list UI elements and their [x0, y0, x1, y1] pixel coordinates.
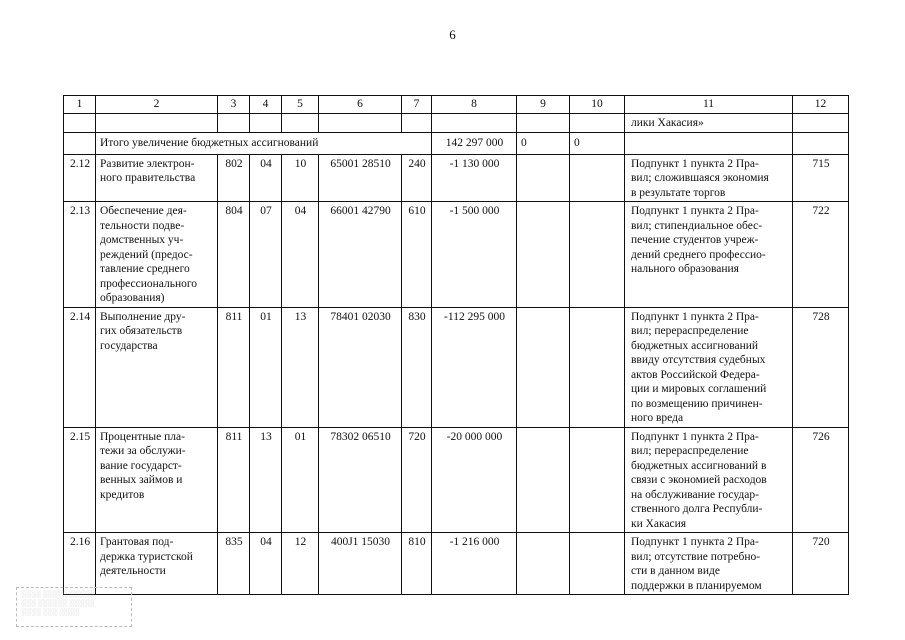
row-note: Подпункт 1 пункта 2 Пра- вил; перераспределение бюджетных ассигнований ввиду отсутствия судебных актов Российской Федера- ции и мировых соглашений по возмещению причинен- ного вреда [625, 307, 793, 427]
row-col10 [570, 307, 625, 427]
row-col9 [517, 154, 570, 202]
document-stamp: ░░░░ ░░░░░ ░░░░░ ░░░ ░░░░░░ ░░░░░ ░░░░ ░░░ ░░░░ [16, 587, 132, 627]
row-note: Подпункт 1 пункта 2 Пра- вил; перераспределение бюджетных ассигнований в связи с экономией расходов на обслуживание государ- ственного долга Республи- ки Хакасия [625, 427, 793, 533]
row-col5: 13 [282, 307, 319, 427]
col-header: 8 [432, 96, 517, 114]
col-header: 1 [64, 96, 96, 114]
col-header: 4 [250, 96, 282, 114]
table-row [64, 202, 849, 308]
col-header: 5 [282, 96, 319, 114]
row-code: 78401 02030 [319, 307, 402, 427]
column-header-row [64, 96, 849, 114]
continuation-note: лики Хакасия» [625, 114, 793, 133]
row-col12: 726 [793, 427, 849, 533]
row-col7: 720 [402, 427, 432, 533]
row-col3: 811 [218, 427, 250, 533]
row-number: 2.15 [64, 427, 96, 533]
row-code: 65001 28510 [319, 154, 402, 202]
row-col10 [570, 427, 625, 533]
total-col10: 0 [570, 132, 625, 154]
table-row [64, 427, 849, 533]
row-col3: 835 [218, 533, 250, 595]
row-name: Развитие электрон- ного правительства [96, 154, 218, 202]
row-col9 [517, 533, 570, 595]
row-col7: 810 [402, 533, 432, 595]
row-code: 66001 42790 [319, 202, 402, 308]
total-label: Итого увеличение бюджетных ассигнований [96, 132, 432, 154]
total-row [64, 132, 849, 154]
row-note: Подпункт 1 пункта 2 Пра- вил; отсутствие потребно- сти в данном виде поддержки в планируемом [625, 533, 793, 595]
row-col12: 728 [793, 307, 849, 427]
row-col4: 04 [250, 533, 282, 595]
row-col5: 12 [282, 533, 319, 595]
row-name: Выполнение дру- гих обязательств государства [96, 307, 218, 427]
row-col7: 240 [402, 154, 432, 202]
row-col10 [570, 154, 625, 202]
row-col7: 610 [402, 202, 432, 308]
row-col3: 804 [218, 202, 250, 308]
row-number: 2.12 [64, 154, 96, 202]
row-code: 78302 06510 [319, 427, 402, 533]
row-col4: 13 [250, 427, 282, 533]
row-col5: 01 [282, 427, 319, 533]
table-row [64, 154, 849, 202]
row-note: Подпункт 1 пункта 2 Пра- вил; сложившаяся экономия в результате торгов [625, 154, 793, 202]
row-number: 2.16 [64, 533, 96, 595]
row-col10 [570, 202, 625, 308]
continuation-row [64, 114, 849, 133]
row-amount: -1 216 000 [432, 533, 517, 595]
row-name: Грантовая под- держка туристской деятельности [96, 533, 218, 595]
row-col12: 715 [793, 154, 849, 202]
total-amount: 142 297 000 [432, 132, 517, 154]
table-row [64, 307, 849, 427]
row-note: Подпункт 1 пункта 2 Пра- вил; стипендиальное обес- печение студентов учреж- дений среднего профессио- нального образования [625, 202, 793, 308]
row-number: 2.13 [64, 202, 96, 308]
table-row [64, 533, 849, 595]
col-header: 9 [517, 96, 570, 114]
row-name: Обеспечение дея- тельности подве- домственных уч- реждений (предос- тавление среднего профессионального образования) [96, 202, 218, 308]
total-col9: 0 [517, 132, 570, 154]
row-col4: 07 [250, 202, 282, 308]
row-col9 [517, 427, 570, 533]
row-col9 [517, 202, 570, 308]
row-col5: 10 [282, 154, 319, 202]
col-header: 3 [218, 96, 250, 114]
row-col7: 830 [402, 307, 432, 427]
col-header: 11 [625, 96, 793, 114]
row-amount: -20 000 000 [432, 427, 517, 533]
row-number: 2.14 [64, 307, 96, 427]
row-amount: -112 295 000 [432, 307, 517, 427]
row-col5: 04 [282, 202, 319, 308]
row-code: 400J1 15030 [319, 533, 402, 595]
col-header: 2 [96, 96, 218, 114]
row-col3: 811 [218, 307, 250, 427]
row-col4: 04 [250, 154, 282, 202]
col-header: 6 [319, 96, 402, 114]
row-amount: -1 130 000 [432, 154, 517, 202]
page-number: 6 [449, 27, 456, 42]
col-header: 7 [402, 96, 432, 114]
row-col12: 720 [793, 533, 849, 595]
col-header: 12 [793, 96, 849, 114]
row-col12: 722 [793, 202, 849, 308]
row-col4: 01 [250, 307, 282, 427]
row-name: Процентные пла- тежи за обслужи- вание государст- венных займов и кредитов [96, 427, 218, 533]
budget-table [63, 95, 849, 595]
row-col9 [517, 307, 570, 427]
col-header: 10 [570, 96, 625, 114]
row-col10 [570, 533, 625, 595]
row-amount: -1 500 000 [432, 202, 517, 308]
row-col3: 802 [218, 154, 250, 202]
